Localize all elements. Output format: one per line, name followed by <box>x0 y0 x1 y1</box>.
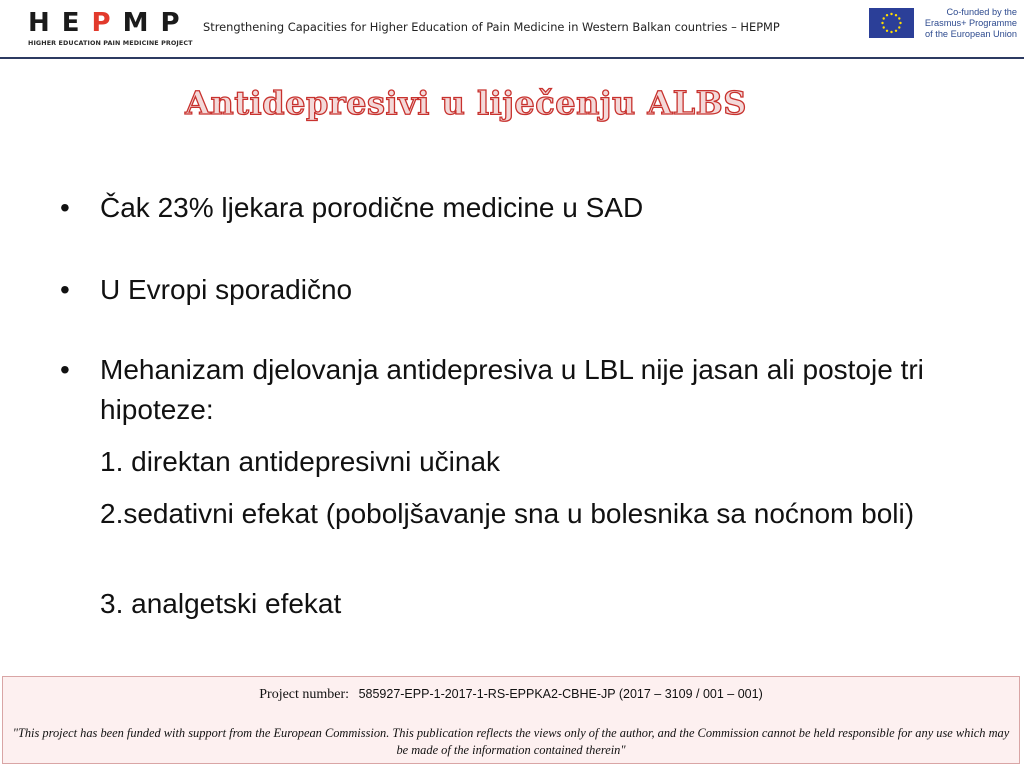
bullet-item <box>60 188 643 228</box>
bullet-text: U Evropi sporadično <box>100 274 353 305</box>
footer-box <box>2 676 1020 764</box>
logo-letter: H <box>28 8 50 38</box>
logo-letter-accent: P <box>91 8 111 38</box>
logo-subtitle: HIGHER EDUCATION PAIN MEDICINE PROJECT <box>28 39 193 47</box>
project-number: 585927-EPP-1-2017-1-RS-EPPKA2-CBHE-JP (2017 – 3109 / 001 – 001) <box>358 687 763 701</box>
bullet-item <box>60 350 940 430</box>
eu-cofunded-text <box>919 7 1017 40</box>
logo-letter: M <box>122 8 149 38</box>
eu-text-line: of the European Union <box>925 29 1017 39</box>
logo-wordmark <box>28 10 190 36</box>
bullet-marker: • <box>60 192 70 223</box>
header-divider <box>0 57 1024 59</box>
bullet-marker: • <box>60 354 70 385</box>
sub-item: 1. direktan antidepresivni učinak <box>100 446 501 477</box>
bullet-marker: • <box>60 274 70 305</box>
header <box>0 0 1024 58</box>
bullet-item <box>60 270 352 310</box>
sub-item: 2.sedativni efekat (poboljšavanje sna u bolesnika sa noćnom boli) <box>100 498 915 529</box>
bullet-text: Mehanizam djelovanja antidepresiva u LBL nije jasan ali postoje tri hipoteze: <box>100 354 924 425</box>
project-label: Project number: <box>259 687 350 702</box>
logo-letter: P <box>160 8 180 38</box>
eu-text-line: Co-funded by the <box>946 7 1017 17</box>
eu-flag-icon <box>869 8 914 38</box>
hepmp-logo <box>28 8 193 50</box>
slide-title: Antidepresivi u liječenju ALBS <box>185 84 747 122</box>
bullet-text: Čak 23% ljekara porodične medicine u SAD <box>100 192 644 223</box>
eu-text-line: Erasmus+ Programme <box>924 18 1017 28</box>
sub-item: 3. analgetski efekat <box>100 588 342 619</box>
header-title: Strengthening Capacities for Higher Education of Pain Medicine in Western Balkan countries – HEPMP <box>203 20 780 34</box>
funding-disclaimer: "This project has been funded with support from the European Commission. This publication reflects the views only of the author, and the Commission cannot be held responsible for any use which may be made of the information contained therein" <box>12 726 1010 757</box>
logo-letter: E <box>61 8 80 38</box>
project-number-line <box>3 687 1019 703</box>
